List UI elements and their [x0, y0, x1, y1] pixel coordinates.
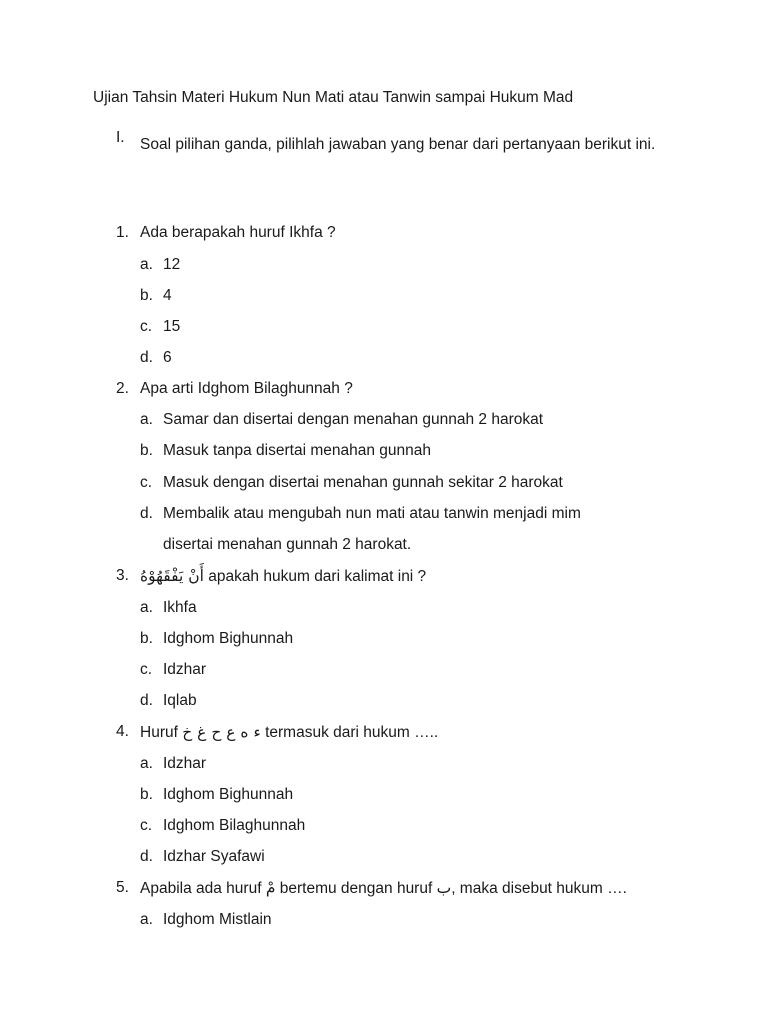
option-text: Idghom Mistlain — [163, 911, 272, 928]
option-letter: d. — [140, 349, 153, 366]
option-letter: b. — [140, 630, 153, 647]
option-text: Ikhfa — [163, 599, 197, 616]
section-number: I. — [116, 129, 125, 146]
question-number: 2. — [116, 380, 129, 397]
option-letter: a. — [140, 256, 153, 273]
option-text: Idghom Bighunnah — [163, 786, 294, 803]
option-letter: c. — [140, 661, 153, 678]
option-text: Idghom Bilaghunnah — [163, 817, 306, 834]
question-text-before: Apabila ada huruf — [140, 880, 262, 897]
option-text: Masuk tanpa disertai menahan gunnah — [163, 442, 431, 459]
question-number: 4. — [116, 723, 129, 740]
option-text: 12 — [163, 256, 181, 273]
option-letter: d. — [140, 505, 153, 522]
option-letter: c. — [140, 474, 153, 491]
question-number: 3. — [116, 567, 129, 584]
question-line — [140, 566, 426, 587]
option-letter: d. — [140, 692, 153, 709]
question-prefix: Huruf — [140, 724, 178, 741]
option-text: Idzhar Syafawi — [163, 848, 265, 865]
option-letter: b. — [140, 786, 153, 803]
question-text: termasuk dari hukum ….. — [265, 724, 439, 741]
option-text: Idzhar — [163, 755, 207, 772]
option-letter: a. — [140, 599, 153, 616]
section-instruction: Soal pilihan ganda, pilihlah jawaban yang benar dari pertanyaan berikut ini. — [140, 136, 656, 153]
option-letter: a. — [140, 411, 153, 428]
option-text: Iqlab — [163, 692, 197, 709]
question-text: Apa arti Idghom Bilaghunnah ? — [140, 380, 353, 397]
option-text: 4 — [163, 287, 172, 304]
option-letter: c. — [140, 817, 153, 834]
option-letter: d. — [140, 848, 153, 865]
question-number: 1. — [116, 224, 129, 241]
arabic-ba: ب — [436, 879, 452, 897]
option-text: Samar dan disertai dengan menahan gunnah 2 harokat — [163, 411, 544, 428]
arabic-letters: ء ه ع ح غ خ — [182, 723, 261, 741]
arabic-phrase: أَنْ يَفْقَهُوْهُ — [140, 567, 204, 585]
option-text: Idghom Bighunnah — [163, 630, 294, 647]
arabic-mim: مْ — [265, 879, 276, 897]
question-line — [140, 878, 627, 899]
question-text-after: , maka disebut hukum …. — [451, 880, 627, 897]
option-text-continued: disertai menahan gunnah 2 harokat. — [163, 536, 412, 553]
question-line — [140, 722, 438, 743]
option-letter: c. — [140, 318, 153, 335]
option-text: Membalik atau mengubah nun mati atau tanwin menjadi mim — [163, 505, 581, 522]
option-text: 15 — [163, 318, 181, 335]
option-letter: a. — [140, 755, 153, 772]
option-letter: b. — [140, 287, 153, 304]
option-text: Idzhar — [163, 661, 207, 678]
option-letter: a. — [140, 911, 153, 928]
option-text: 6 — [163, 349, 172, 366]
option-text: Masuk dengan disertai menahan gunnah sekitar 2 harokat — [163, 474, 563, 491]
option-letter: b. — [140, 442, 153, 459]
question-number: 5. — [116, 879, 129, 896]
question-text: Ada berapakah huruf Ikhfa ? — [140, 224, 336, 241]
document-title: Ujian Tahsin Materi Hukum Nun Mati atau Tanwin sampai Hukum Mad — [93, 89, 574, 106]
question-text-middle: bertemu dengan huruf — [279, 880, 433, 897]
question-text: apakah hukum dari kalimat ini ? — [208, 568, 427, 585]
